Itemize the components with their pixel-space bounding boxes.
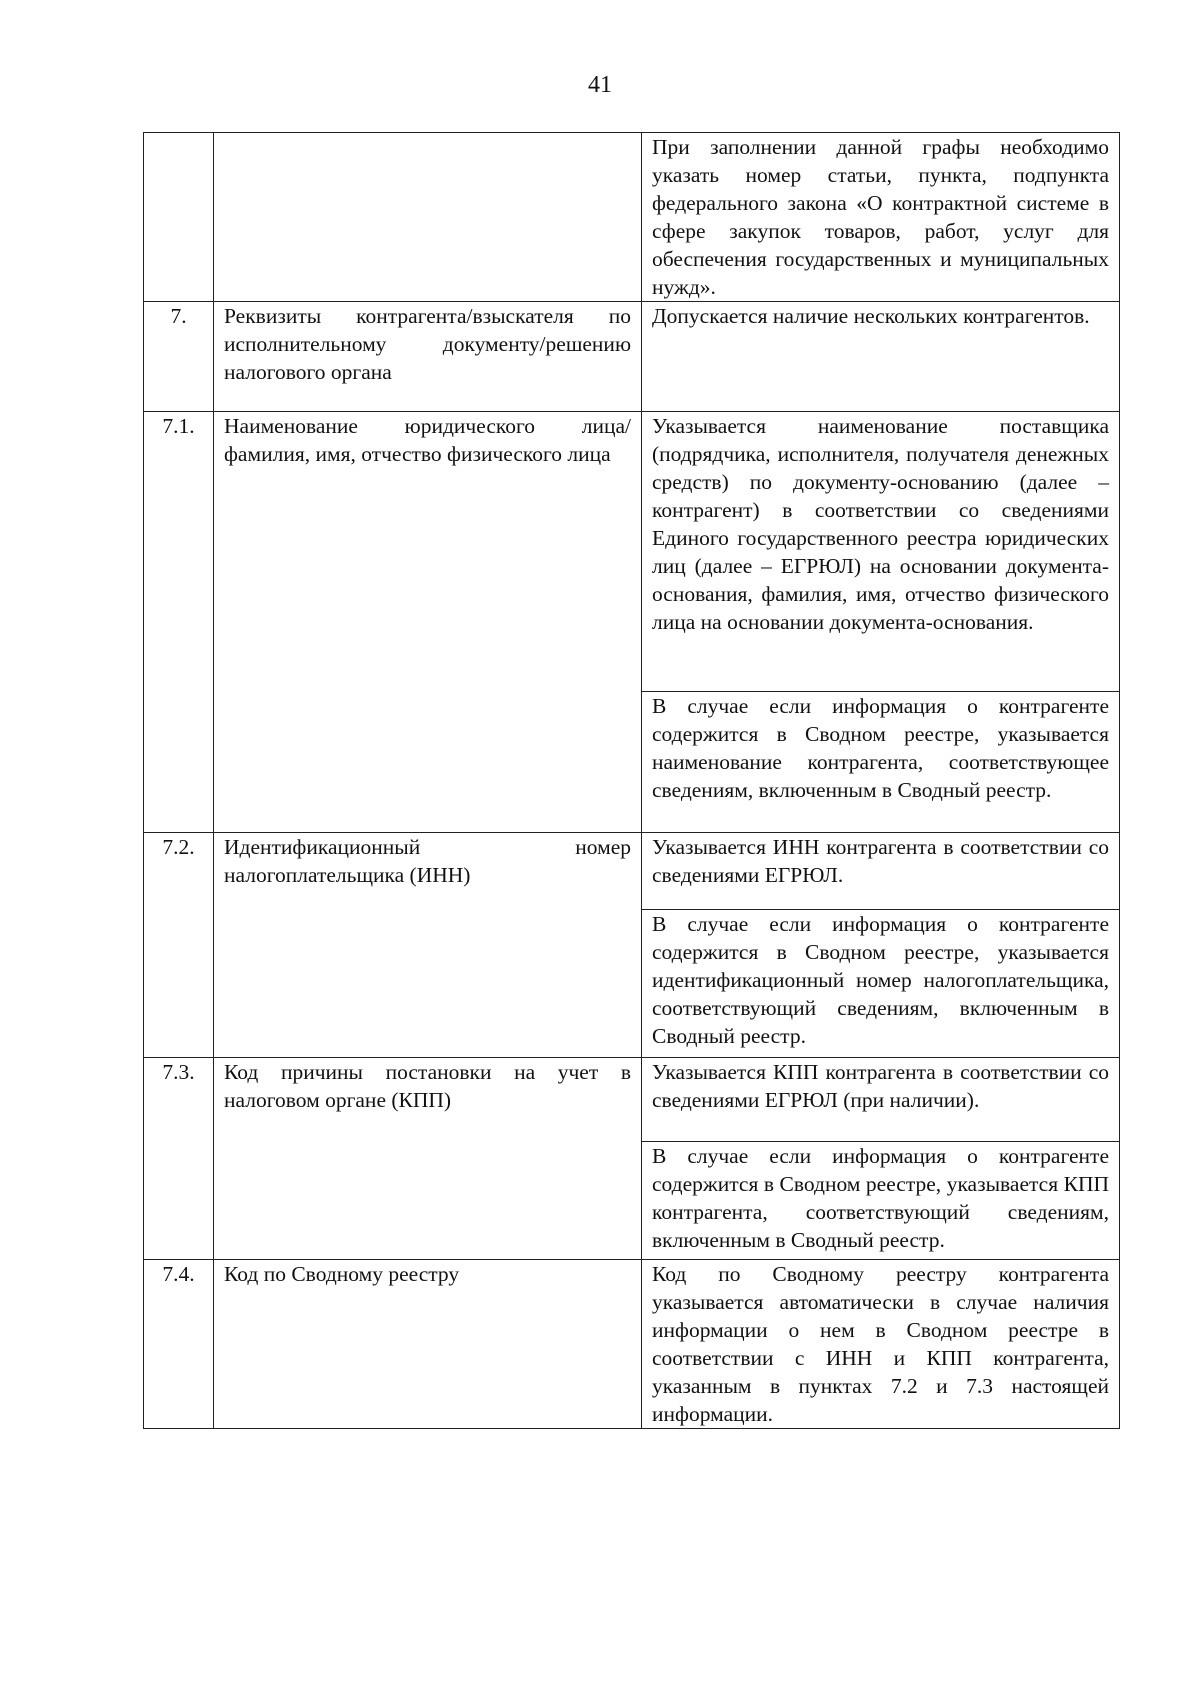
row-notes — [642, 833, 1120, 1058]
row-number: 7. — [144, 302, 214, 412]
row-note: При заполнении данной графы необходимо указать номер статьи, пункта, подпункта федерального закона «О контрактной системе в сфере закупок товаров, работ, услуг для обеспечения государственных и муниципальных нужд». — [652, 135, 1109, 299]
row-notes — [642, 412, 1120, 833]
table-row — [144, 833, 1120, 1058]
row-note: Указывается ИНН контрагента в соответствии со сведениями ЕГРЮЛ. — [642, 833, 1119, 910]
row-number: 7.2. — [144, 833, 214, 1058]
row-note: В случае если информация о контрагенте содержится в Сводном реестре, указывается идентификационный номер налогоплательщика, соответствующий сведениям, включенным в Сводный реестр. — [652, 912, 1109, 1048]
row-note: Указывается КПП контрагента в соответствии со сведениями ЕГРЮЛ (при наличии). — [642, 1058, 1119, 1142]
table-row — [144, 1058, 1120, 1260]
row-number — [144, 133, 214, 302]
row-name: Идентификационный номер налогоплательщика (ИНН) — [214, 833, 642, 1058]
page-number: 41 — [588, 72, 612, 98]
table-row — [144, 133, 1120, 302]
row-note: Указывается наименование поставщика (подрядчика, исполнителя, получателя денежных средств) по документу-основанию (далее – контрагент) в соответствии со сведениями Единого государственного реестра юридических лиц (далее – ЕГРЮЛ) на основании документа-основания, фамилия, имя, отчество физического лица на основании документа-основания. — [642, 412, 1119, 692]
row-note: Код по Сводному реестру контрагента указывается автоматически в случае наличия информации о нем в Сводном реестре в соответствии с ИНН и КПП контрагента, указанным в пунктах 7.2 и 7.3 настоящей информации. — [652, 1262, 1109, 1426]
row-number: 7.3. — [144, 1058, 214, 1260]
table-row — [144, 302, 1120, 412]
row-note: В случае если информация о контрагенте содержится в Сводном реестре, указывается КПП контрагента, соответствующий сведениям, включенным в Сводный реестр. — [652, 1144, 1109, 1252]
table-row — [144, 1260, 1120, 1429]
row-notes — [642, 1260, 1120, 1429]
row-note: В случае если информация о контрагенте содержится в Сводном реестре, указывается наименование контрагента, соответствующее сведениям, включенным в Сводный реестр. — [652, 694, 1109, 802]
row-name — [214, 133, 642, 302]
table-row — [144, 412, 1120, 833]
row-name: Реквизиты контрагента/взыскателя по исполнительному документу/решению налогового органа — [214, 302, 642, 412]
row-note: Допускается наличие нескольких контрагентов. — [652, 304, 1090, 328]
row-notes — [642, 133, 1120, 302]
row-notes — [642, 1058, 1120, 1260]
requisites-table — [143, 132, 1120, 1429]
row-number: 7.4. — [144, 1260, 214, 1429]
row-name: Наименование юридического лица/фамилия, имя, отчество физического лица — [214, 412, 642, 833]
row-notes — [642, 302, 1120, 412]
row-name: Код причины постановки на учет в налоговом органе (КПП) — [214, 1058, 642, 1260]
row-number: 7.1. — [144, 412, 214, 833]
row-name: Код по Сводному реестру — [214, 1260, 642, 1429]
